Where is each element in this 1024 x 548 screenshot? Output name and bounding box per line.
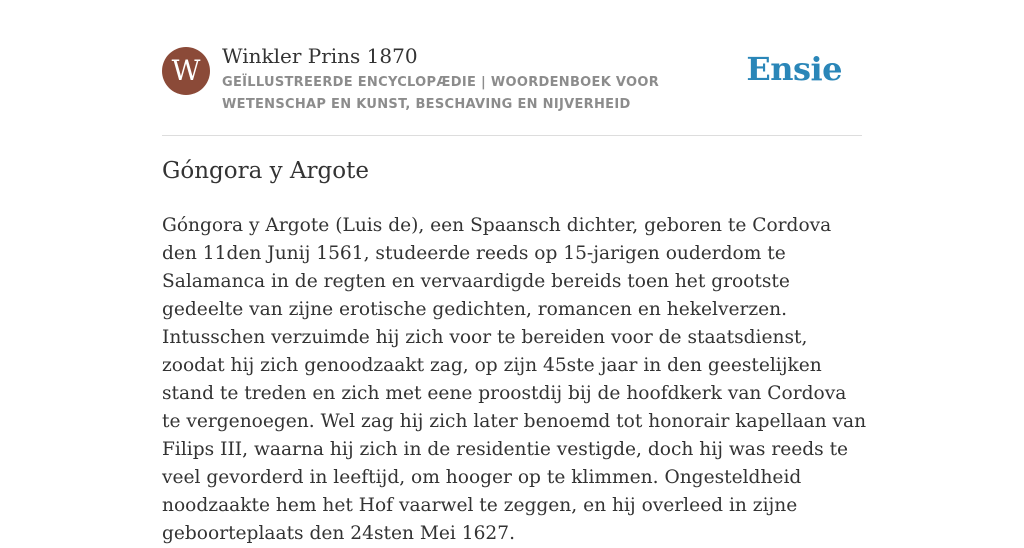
source-header	[162, 44, 862, 136]
avatar[interactable]: W	[162, 47, 210, 95]
brand-logo[interactable]: Ensie	[746, 50, 842, 88]
article-body: Góngora y Argote (Luis de), een Spaansch dichter, geboren te Cordova den 11den Junij 1561, studeerde reeds op 15-jarigen ouderdom te Salamanca in de regten en vervaardigde bereids toen het grootste gedeelte van zijne erotische gedichten, romancen en hekelverzen. Intusschen verzuimde hij zich voor te bereiden voor de staatsdienst, zoodat hij zich genoodzaakt zag, op zijn 45ste jaar in den geestelijken stand te treden en zich met eene proostdij bij de hoofdkerk van Cordova te vergenoegen. Wel zag hij zich later benoemd tot honorair kapellaan van Filips III, waarna hij zich in de residentie vestigde, doch hij was reeds te veel gevorderd in leeftijd, om hooger op te klimmen. Ongesteldheid noodzaakte hem het Hof vaarwel te zeggen, en hij overleed in zijne geboorteplaats den 24sten Mei 1627.	[162, 215, 867, 544]
source-title[interactable]: Winkler Prins 1870	[222, 44, 418, 68]
article-title: Góngora y Argote	[162, 158, 369, 184]
source-subtitle: GEÏLLUSTREERDE ENCYCLOPÆDIE | WOORDENBOEK VOOR WETENSCHAP EN KUNST, BESCHAVING EN NIJVERHEID	[222, 75, 660, 112]
divider	[162, 135, 862, 136]
